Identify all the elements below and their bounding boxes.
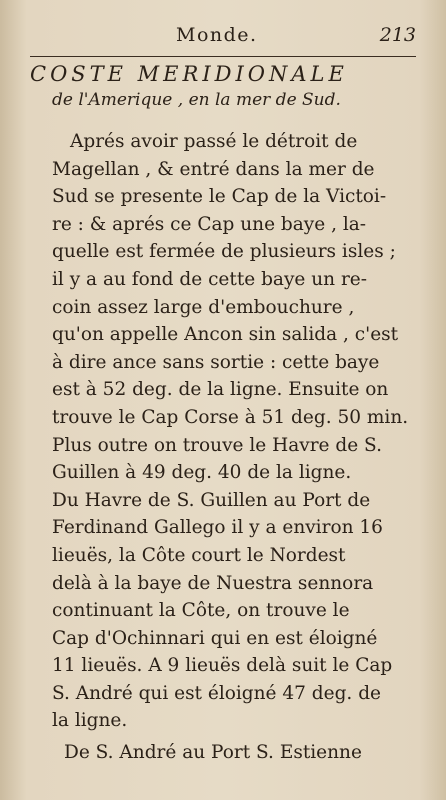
body-text — [52, 128, 432, 767]
page-number: 213 — [379, 24, 416, 46]
text-line: coin assez large d'embouchure , — [52, 296, 355, 318]
text-line: est à 52 deg. de la ligne. Ensuite on — [52, 379, 389, 401]
text-line: continuant la Côte, on trouve le — [52, 600, 350, 622]
text-line: S. André qui est éloigné 47 deg. de — [52, 682, 381, 704]
header-rule — [30, 56, 416, 57]
text-line: quelle est fermée de plusieurs isles ; — [52, 241, 396, 263]
text-line: Magellan , & entré dans la mer de — [52, 158, 375, 180]
text-line: à dire ance sans sortie : cette baye — [52, 351, 380, 373]
text-line: delà à la baye de Nuestra sennora — [52, 572, 374, 594]
text-line: qu'on appelle Ancon sin salida , c'est — [52, 324, 399, 346]
text-line: trouve le Cap Corse à 51 deg. 50 min. — [52, 406, 409, 428]
section-subtitle: de l'Amerique , en la mer de Sud. — [52, 90, 341, 110]
text-line: re : & aprés ce Cap une baye , la- — [52, 213, 367, 235]
text-line: Aprés avoir passé le détroit de — [70, 131, 358, 152]
text-line: Ferdinand Gallego il y a environ 16 — [52, 517, 383, 539]
text-line: Du Havre de S. Guillen au Port de — [52, 489, 371, 511]
text-line: la ligne. — [52, 710, 128, 732]
text-line: lieuës, la Côte court le Nordest — [52, 544, 346, 566]
section-title: COSTE MERIDIONALE — [30, 62, 348, 86]
text-line: Plus outre on trouve le Havre de S. — [52, 434, 382, 456]
running-head: Monde. — [176, 24, 258, 46]
text-line: Guillen à 49 deg. 40 de la ligne. — [52, 462, 352, 484]
page-header — [0, 24, 446, 54]
text-line: Sud se presente le Cap de la Victoi- — [52, 186, 387, 208]
text-line: Cap d'Ochinnari qui en est éloigné — [52, 627, 378, 649]
text-line: De S. André au Port S. Estienne — [64, 742, 362, 764]
text-line: il y a au fond de cette baye un re- — [52, 268, 367, 290]
text-line: 11 lieuës. A 9 lieuës delà suit le Cap — [52, 655, 393, 677]
